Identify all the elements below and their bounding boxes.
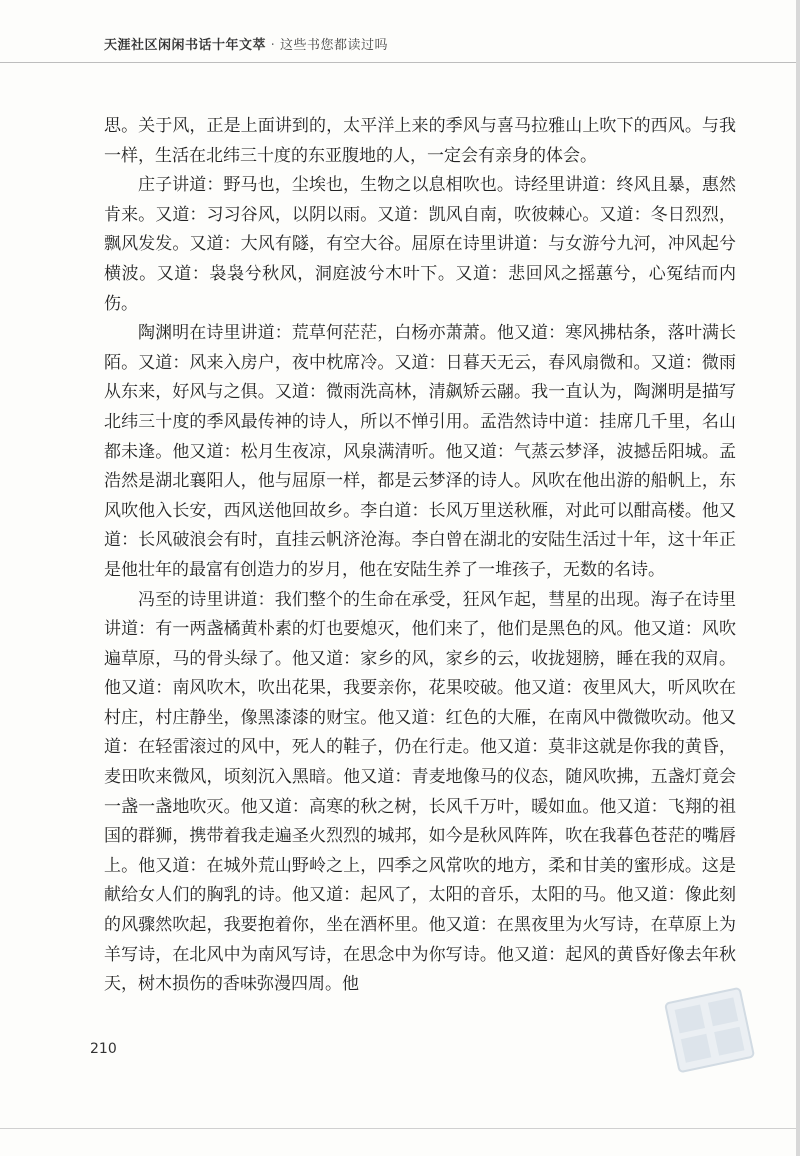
paragraph: 思。关于风，正是上面讲到的，太平洋上来的季风与喜马拉雅山上吹下的西风。与我一样，生活在北纬三十度的东亚腹地的人，一定会有亲身的体会。 — [104, 116, 736, 166]
book-subtitle: 这些书您都读过吗 — [279, 38, 388, 53]
paragraph: 陶渊明在诗里讲道：荒草何茫茫，白杨亦萧萧。他又道：寒风拂枯条，落叶满长陌。又道：风来入房户，夜中枕席冷。又道：日暮天无云，春风扇微和。又道：微雨从东来，好风与之俱。又道：微雨洗高林，清飙矫云翮。我一直认为，陶渊明是描写北纬三十度的季风最传神的诗人，所以不惮引用。孟浩然诗中道：挂席几千里，名山都未逢。他又道：松月生夜凉，风泉满清听。他又道：气蒸云梦泽，波撼岳阳城。孟浩然是湖北襄阳人，他与屈原一样，都是云梦泽的诗人。风吹在他出游的船帆上，东风吹他入长安，西风送他回故乡。李白道：长风万里送秋雁，对此可以酣高楼。他又道：长风破浪会有时，直挂云帆济沧海。李白曾在湖北的安陆生活过十年，这十年正是他壮年的最富有创造力的岁月，他在安陆生养了一堆孩子，无数的名诗。 — [104, 323, 736, 580]
body-text — [104, 112, 736, 1000]
header-separator: · — [270, 38, 276, 53]
header-rule — [0, 62, 800, 63]
running-header — [104, 34, 388, 53]
paragraph: 庄子讲道：野马也，尘埃也，生物之以息相吹也。诗经里讲道：终风且暴，惠然肯来。又道：习习谷风，以阴以雨。又道：凯风自南，吹彼棘心。又道：冬日烈烈，飘风发发。又道：大风有隧，有空大谷。屈原在诗里讲道：与女游兮九河，冲风起兮横波。又道：袅袅兮秋风，洞庭波兮木叶下。又道：悲回风之摇蕙兮，心冤结而内伤。 — [104, 175, 736, 314]
book-series-title: 天涯社区闲闲书话十年文萃 — [104, 38, 267, 53]
paragraph: 冯至的诗里讲道：我们整个的生命在承受，狂风乍起，彗星的出现。海子在诗里讲道：有一两盏橘黄朴素的灯也要熄灭，他们来了，他们是黑色的风。他又道：风吹遍草原，马的骨头绿了。他又道：家乡的风，家乡的云，收拢翅膀，睡在我的双肩。他又道：南风吹木，吹出花果，我要亲你，花果咬破。他又道：夜里风大，听风吹在村庄，村庄静坐，像黑漆漆的财宝。他又道：红色的大雁，在南风中微微吹动。他又道：在轻雷滚过的风中，死人的鞋子，仍在行走。他又道：莫非这就是你我的黄昏，麦田吹来微风，顷刻沉入黑暗。他又道：青麦地像马的仪态，随风吹拂，五盏灯竟会一盏一盏地吹灭。他又道：高寒的秋之树，长风千万叶，暖如血。他又道：飞翔的祖国的群狮，携带着我走遍圣火烈烈的城邦，如今是秋风阵阵，吹在我暮色苍茫的嘴唇上。他又道：在城外荒山野岭之上，四季之风常吹的地方，柔和甘美的蜜形成。这是献给女人们的胸乳的诗。他又道：起风了，太阳的音乐，太阳的马。他又道：像此刻的风骤然吹起，我要抱着你，坐在酒杯里。他又道：在黑夜里为火写诗，在草原上为羊写诗，在北风中为南风写诗，在思念中为你写诗。他又道：起风的黄昏好像去年秋天，树木损伤的香味弥漫四周。他 — [104, 589, 736, 995]
page-edge — [796, 0, 800, 1156]
bottom-rule — [0, 1128, 800, 1129]
watermark-stamp — [660, 985, 760, 1080]
page-number: 210 — [90, 1041, 117, 1057]
